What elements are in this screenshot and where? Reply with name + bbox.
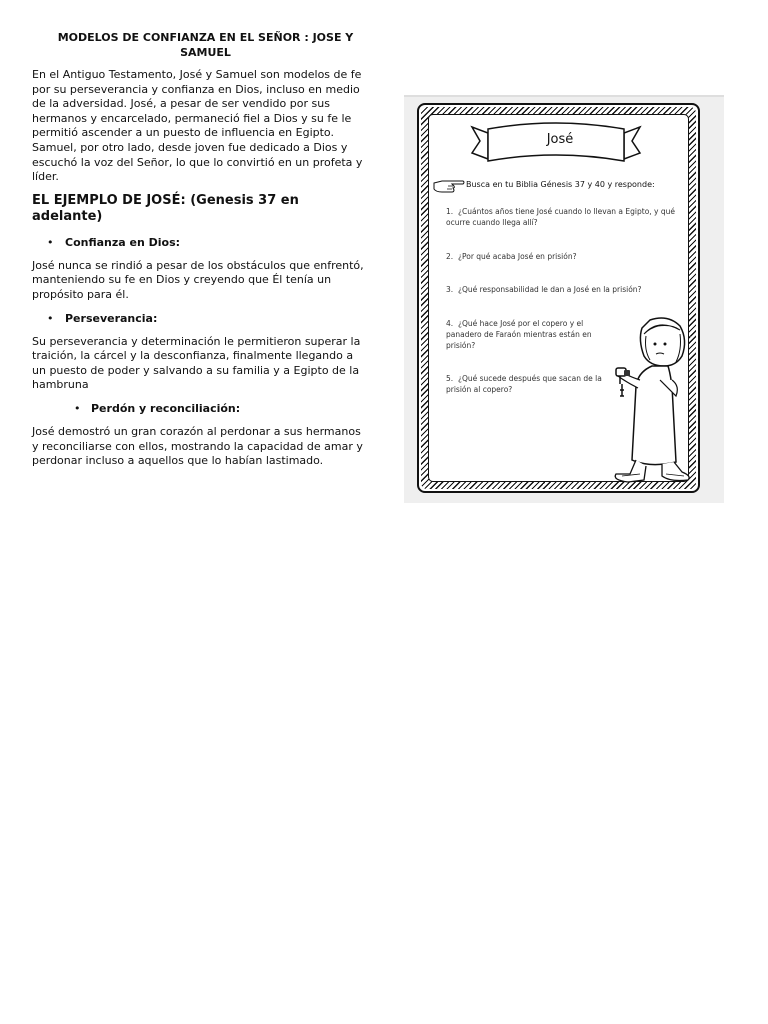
question-5: 5. ¿Qué sucede después que sacan de la prisión al copero? bbox=[446, 374, 602, 394]
worksheet-title: José bbox=[546, 132, 574, 147]
paragraph-confianza: José nunca se rindió a pesar de los obstáculos que enfrentó, manteniendo su fe en Dios y creyendo que Él tenía un propósito para él. bbox=[32, 258, 364, 301]
section-heading: EL EJEMPLO DE JOSÉ: (Genesis 37 en adelante) bbox=[32, 192, 299, 224]
joseph-in-chains-illustration bbox=[610, 310, 694, 488]
paragraph-perseverancia: Su perseverancia y determinación le permitieron superar la traición, la cárcel y la desconfianza, finalmente llegando a un puesto de poder y salvando a su familia y a Egipto de la hambruna bbox=[32, 334, 361, 392]
intro-paragraph: En el Antiguo Testamento, José y Samuel son modelos de fe por su perseverancia y confianza en Dios, incluso en medio de la adversidad. José, a pesar de ser vendido por sus hermanos y encarcelado, permaneció fiel a Dios y su fe le permitió ascender a un puesto de influencia en Egipto. Samuel, por otro lado, desde joven fue dedicado a Dios y escuchó la voz del Señor, lo que lo convirtió en un profeta y líder. bbox=[32, 68, 363, 184]
question-2: 2. ¿Por qué acaba José en prisión? bbox=[446, 252, 577, 261]
document-title: MODELOS DE CONFIANZA EN EL SEÑOR : JOSE Y SAMUEL bbox=[57, 31, 354, 59]
bullet-perseverancia: • Perseverancia: bbox=[32, 312, 367, 326]
bullet-perdon: • Perdón y reconciliación: bbox=[32, 402, 367, 416]
paragraph-perdon: José demostró un gran corazón al perdonar a sus hermanos y reconciliarse con ellos, mostrando la capacidad de amar y perdonar incluso a aquellos que lo habían lastimado. bbox=[32, 424, 363, 468]
bullet-confianza: • Confianza en Dios: bbox=[32, 236, 367, 250]
question-1: 1. ¿Cuántos años tiene José cuando lo llevan a Egipto, y qué ocurre cuando llega allí? bbox=[446, 207, 676, 227]
pointing-hand-icon bbox=[432, 177, 466, 195]
document-column bbox=[32, 30, 367, 478]
question-3: 3. ¿Qué responsabilidad le dan a José en la prisión? bbox=[446, 285, 642, 294]
question-4: 4. ¿Qué hace José por el copero y el panadero de Faraón mientras están en prisión? bbox=[446, 319, 592, 350]
worksheet-instruction: Busca en tu Biblia Génesis 37 y 40 y responde: bbox=[466, 180, 655, 189]
